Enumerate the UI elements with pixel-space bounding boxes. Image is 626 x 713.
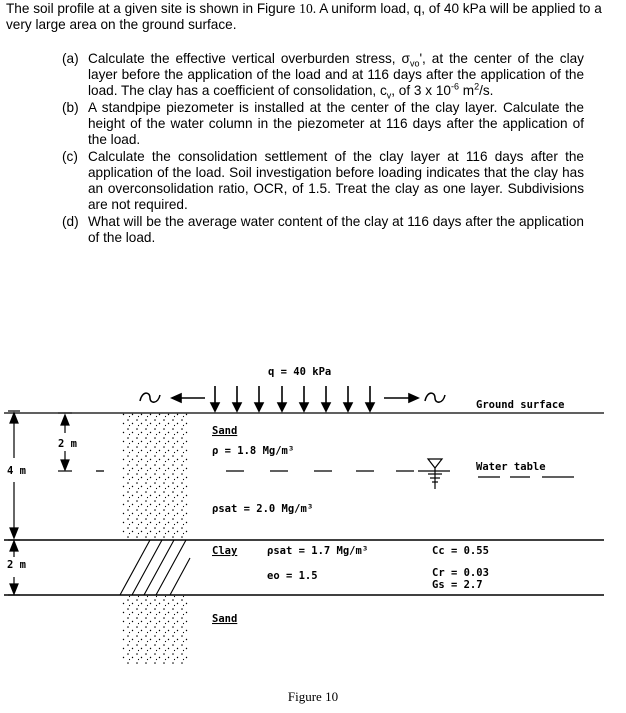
dimension-2m-clay-label: 2 m	[7, 559, 26, 571]
compression-index: Cc = 0.55	[432, 545, 489, 557]
problem-intro	[6, 1, 618, 33]
question-label: (a)	[62, 51, 79, 66]
sand-density: ρ = 1.8 Mg/m³	[212, 445, 295, 457]
question-text: What will be the average water content of the clay at 116 days after the application of the load.	[88, 214, 584, 245]
bottom-sand-label: Sand	[212, 613, 238, 625]
load-label: q = 40 kPa	[268, 366, 332, 378]
dimension-4m-label: 4 m	[7, 465, 26, 477]
sand-layer-label: Sand	[212, 425, 238, 437]
clay-saturated-density: ρsat = 1.7 Mg/m³	[267, 545, 369, 557]
figure-reference: 10.	[299, 1, 317, 16]
clay-void-ratio: eo = 1.5	[267, 570, 318, 582]
clay-layer-label: Clay	[212, 545, 238, 557]
soil-profile-figure	[0, 355, 626, 685]
question-text: Calculate the effective vertical overburden stress, $\sigma_{vo}'$, at the center of the clay layer before the application of the load and at 116 days after the application of the load. The clay has a coefficient of consolidation, $c_v$, of 3 x $10^{-6}$ $m^2/s$.	[88, 51, 584, 101]
water-table-symbol	[428, 459, 442, 489]
ground-surface-label: Ground surface	[476, 399, 565, 411]
sand-hatch-top	[122, 413, 188, 540]
question-a	[62, 51, 584, 99]
question-b	[62, 100, 584, 148]
question-label: (c)	[62, 149, 78, 164]
sand-saturated-density: ρsat = 2.0 Mg/m³	[212, 503, 314, 515]
recompression-index: Cr = 0.03	[432, 567, 489, 579]
question-text: Calculate the consolidation settlement of the clay layer at 116 days after the application of the load. Soil investigation before loading indicates that the clay has an overconsolidation ratio, OCR, of 1.5. Treat the clay as one layer. Subdivisions are not required.	[88, 149, 584, 212]
question-c	[62, 149, 584, 213]
water-table-label: Water table	[476, 461, 546, 473]
specific-gravity: Gs = 2.7	[432, 579, 483, 591]
figure-caption: Figure 10	[287, 689, 339, 704]
continuation-symbol-right	[425, 393, 445, 402]
question-d	[62, 214, 584, 246]
question-list	[62, 51, 584, 247]
continuation-symbol-left	[140, 393, 160, 402]
question-label: (d)	[62, 214, 79, 229]
question-text: A standpipe piezometer is installed at the center of the clay layer. Calculate the height of the water column in the piezometer at 116 days after the application of the load.	[88, 100, 584, 147]
question-label: (b)	[62, 100, 79, 115]
dimension-2m-top-label: 2 m	[58, 438, 77, 450]
intro-text-a: The soil profile at a given site is shown in Figure	[6, 1, 300, 16]
clay-hatch	[120, 540, 190, 595]
intro-text-b: A uniform load, q, of 40 kPa will be applied to a very large area on the ground surface.	[6, 1, 602, 32]
sand-hatch-bottom	[122, 595, 188, 665]
load-arrows	[172, 386, 418, 411]
